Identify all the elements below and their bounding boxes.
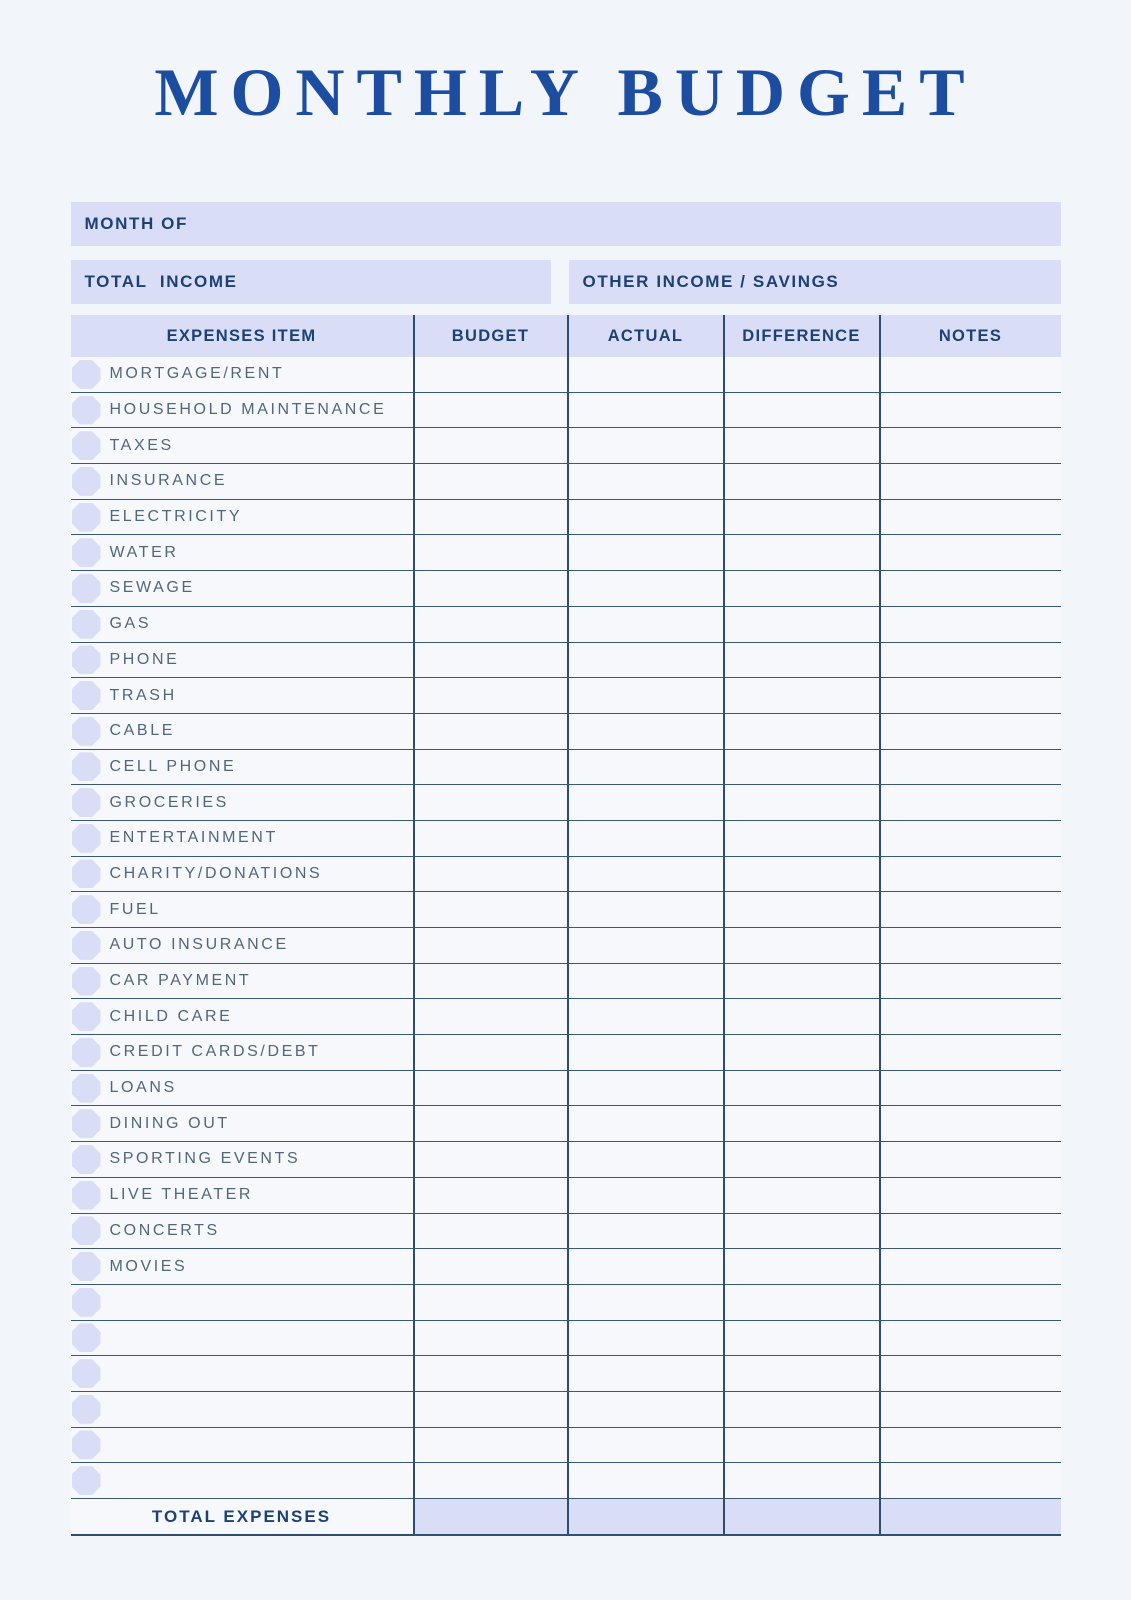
budget-cell[interactable] [413, 821, 567, 856]
expense-item-cell [71, 750, 413, 785]
other-income-value-area[interactable] [839, 260, 1060, 304]
notes-cell[interactable] [879, 571, 1061, 606]
octagon-bullet-icon [72, 1430, 101, 1459]
expense-item-cell [71, 1071, 413, 1106]
difference-cell[interactable] [723, 1249, 879, 1284]
octagon-bullet-icon [72, 931, 101, 960]
octagon-bullet-icon [72, 1002, 101, 1031]
notes-cell[interactable] [879, 1356, 1061, 1391]
difference-cell[interactable] [723, 1321, 879, 1356]
expense-row [71, 571, 1061, 607]
octagon-bullet-icon [72, 574, 101, 603]
expense-row [71, 607, 1061, 643]
actual-cell[interactable] [567, 1214, 723, 1249]
actual-cell[interactable] [567, 1142, 723, 1177]
notes-cell[interactable] [879, 464, 1061, 499]
actual-cell[interactable] [567, 928, 723, 963]
budget-cell[interactable] [413, 928, 567, 963]
expense-row [71, 464, 1061, 500]
expense-item-label: MORTGAGE/RENT [109, 365, 285, 383]
other-income-label: OTHER INCOME / SAVINGS [582, 272, 840, 291]
actual-cell[interactable] [567, 1285, 723, 1320]
budget-cell[interactable] [413, 464, 567, 499]
expense-item-label: CONCERTS [109, 1221, 220, 1239]
expense-row [71, 1392, 1061, 1428]
total-notes-cell[interactable] [879, 1499, 1061, 1534]
budget-cell[interactable] [413, 1071, 567, 1106]
notes-cell[interactable] [879, 928, 1061, 963]
budget-cell[interactable] [413, 1214, 567, 1249]
difference-cell[interactable] [723, 428, 879, 463]
expenses-table [71, 315, 1061, 1536]
expense-item-cell [71, 1178, 413, 1213]
budget-cell[interactable] [413, 1035, 567, 1070]
header-difference: DIFFERENCE [723, 315, 879, 357]
octagon-bullet-icon [72, 1252, 101, 1281]
budget-cell[interactable] [413, 785, 567, 820]
octagon-bullet-icon [72, 1359, 101, 1388]
expense-row [71, 964, 1061, 1000]
expense-row [71, 1214, 1061, 1250]
budget-cell[interactable] [413, 643, 567, 678]
expense-item-cell [71, 1106, 413, 1141]
difference-cell[interactable] [723, 1285, 879, 1320]
total-income-bar [71, 260, 551, 304]
notes-cell[interactable] [879, 1392, 1061, 1427]
expense-row [71, 1106, 1061, 1142]
actual-cell[interactable] [567, 428, 723, 463]
notes-cell[interactable] [879, 1178, 1061, 1213]
budget-cell[interactable] [413, 1321, 567, 1356]
actual-cell[interactable] [567, 678, 723, 713]
expense-item-label: LIVE THEATER [109, 1186, 254, 1204]
budget-cell[interactable] [413, 1249, 567, 1284]
actual-cell[interactable] [567, 892, 723, 927]
expense-item-cell [71, 714, 413, 749]
notes-cell[interactable] [879, 1106, 1061, 1141]
page-title: MONTHLY BUDGET [154, 54, 977, 130]
notes-cell[interactable] [879, 1214, 1061, 1249]
difference-cell[interactable] [723, 964, 879, 999]
octagon-bullet-icon [72, 752, 101, 781]
expense-item-cell [71, 1321, 413, 1356]
total-expenses-row [71, 1499, 1061, 1536]
budget-cell[interactable] [413, 1285, 567, 1320]
expense-item-cell [71, 928, 413, 963]
expense-row [71, 357, 1061, 393]
expense-row [71, 500, 1061, 536]
expense-item-cell [71, 643, 413, 678]
octagon-bullet-icon [72, 824, 101, 853]
expense-item-label: LOANS [109, 1079, 177, 1097]
actual-cell[interactable] [567, 1392, 723, 1427]
actual-cell[interactable] [567, 1356, 723, 1391]
expense-item-cell [71, 571, 413, 606]
expense-item-cell [71, 1285, 413, 1320]
expense-item-label: GAS [109, 615, 152, 633]
difference-cell[interactable] [723, 928, 879, 963]
expense-item-cell [71, 1392, 413, 1427]
notes-cell[interactable] [879, 892, 1061, 927]
octagon-bullet-icon [72, 431, 101, 460]
expense-row [71, 857, 1061, 893]
actual-cell[interactable] [567, 535, 723, 570]
octagon-bullet-icon [72, 538, 101, 567]
expense-item-label: PHONE [109, 650, 180, 668]
actual-cell[interactable] [567, 785, 723, 820]
difference-cell[interactable] [723, 821, 879, 856]
budget-cell[interactable] [413, 357, 567, 392]
difference-cell[interactable] [723, 643, 879, 678]
expense-row [71, 643, 1061, 679]
expense-item-cell [71, 1035, 413, 1070]
notes-cell[interactable] [879, 999, 1061, 1034]
actual-cell[interactable] [567, 999, 723, 1034]
budget-cell[interactable] [413, 1392, 567, 1427]
actual-cell[interactable] [567, 1463, 723, 1498]
expense-row [71, 999, 1061, 1035]
octagon-bullet-icon [72, 859, 101, 888]
header-actual: ACTUAL [567, 315, 723, 357]
budget-cell[interactable] [413, 892, 567, 927]
expense-item-label: CREDIT CARDS/DEBT [109, 1043, 321, 1061]
budget-cell[interactable] [413, 393, 567, 428]
header-expenses-item: EXPENSES ITEM [166, 326, 317, 345]
difference-cell[interactable] [723, 1071, 879, 1106]
expense-item-cell [71, 357, 413, 392]
difference-cell[interactable] [723, 1035, 879, 1070]
octagon-bullet-icon [72, 1323, 101, 1352]
notes-cell[interactable] [879, 1035, 1061, 1070]
actual-cell[interactable] [567, 1035, 723, 1070]
expense-item-cell [71, 1214, 413, 1249]
budget-cell[interactable] [413, 1106, 567, 1141]
expense-item-cell [71, 678, 413, 713]
total-budget-cell[interactable] [413, 1499, 567, 1534]
difference-cell[interactable] [723, 357, 879, 392]
difference-cell[interactable] [723, 1214, 879, 1249]
notes-cell[interactable] [879, 1463, 1061, 1498]
difference-cell[interactable] [723, 500, 879, 535]
actual-cell[interactable] [567, 1178, 723, 1213]
octagon-bullet-icon [72, 1288, 101, 1317]
other-income-bar [569, 260, 1061, 304]
month-of-value-area[interactable] [188, 202, 1061, 246]
actual-cell[interactable] [567, 1106, 723, 1141]
notes-cell[interactable] [879, 1321, 1061, 1356]
difference-cell[interactable] [723, 785, 879, 820]
expense-row [71, 1142, 1061, 1178]
expense-item-label: FUEL [109, 900, 161, 918]
expense-item-label: AUTO INSURANCE [109, 936, 289, 954]
octagon-bullet-icon [72, 717, 101, 746]
budget-cell[interactable] [413, 500, 567, 535]
difference-cell[interactable] [723, 714, 879, 749]
budget-cell[interactable] [413, 571, 567, 606]
notes-cell[interactable] [879, 607, 1061, 642]
difference-cell[interactable] [723, 999, 879, 1034]
expense-item-label: ENTERTAINMENT [109, 829, 278, 847]
notes-cell[interactable] [879, 643, 1061, 678]
difference-cell[interactable] [723, 1106, 879, 1141]
octagon-bullet-icon [72, 1395, 101, 1424]
expense-row [71, 1356, 1061, 1392]
notes-cell[interactable] [879, 535, 1061, 570]
actual-cell[interactable] [567, 857, 723, 892]
expense-item-cell [71, 1428, 413, 1463]
notes-cell[interactable] [879, 1249, 1061, 1284]
octagon-bullet-icon [72, 967, 101, 996]
actual-cell[interactable] [567, 357, 723, 392]
difference-cell[interactable] [723, 678, 879, 713]
expense-item-cell [71, 428, 413, 463]
expense-item-cell [71, 821, 413, 856]
expense-row [71, 928, 1061, 964]
total-difference-cell[interactable] [723, 1499, 879, 1534]
octagon-bullet-icon [72, 610, 101, 639]
expense-item-label: GROCERIES [109, 793, 229, 811]
difference-cell[interactable] [723, 535, 879, 570]
octagon-bullet-icon [72, 396, 101, 425]
expense-row [71, 535, 1061, 571]
actual-cell[interactable] [567, 1071, 723, 1106]
octagon-bullet-icon [72, 788, 101, 817]
actual-cell[interactable] [567, 1321, 723, 1356]
difference-cell[interactable] [723, 1142, 879, 1177]
notes-cell[interactable] [879, 785, 1061, 820]
expense-row [71, 714, 1061, 750]
expense-item-label: SPORTING EVENTS [109, 1150, 301, 1168]
octagon-bullet-icon [72, 1074, 101, 1103]
expense-item-label: ELECTRICITY [109, 508, 243, 526]
notes-cell[interactable] [879, 1428, 1061, 1463]
octagon-bullet-icon [72, 503, 101, 532]
expense-item-cell [71, 393, 413, 428]
difference-cell[interactable] [723, 571, 879, 606]
actual-cell[interactable] [567, 500, 723, 535]
actual-cell[interactable] [567, 393, 723, 428]
difference-cell[interactable] [723, 607, 879, 642]
notes-cell[interactable] [879, 1142, 1061, 1177]
expense-row [71, 1321, 1061, 1357]
notes-cell[interactable] [879, 750, 1061, 785]
header-notes: NOTES [879, 315, 1061, 357]
difference-cell[interactable] [723, 1356, 879, 1391]
expense-item-cell [71, 500, 413, 535]
budget-cell[interactable] [413, 535, 567, 570]
octagon-bullet-icon [72, 1216, 101, 1245]
notes-cell[interactable] [879, 1285, 1061, 1320]
expense-item-cell [71, 964, 413, 999]
octagon-bullet-icon [72, 360, 101, 389]
notes-cell[interactable] [879, 821, 1061, 856]
expense-row [71, 1463, 1061, 1499]
octagon-bullet-icon [72, 645, 101, 674]
expense-item-label: CELL PHONE [109, 757, 237, 775]
difference-cell[interactable] [723, 1178, 879, 1213]
octagon-bullet-icon [72, 1038, 101, 1067]
expense-item-cell [71, 999, 413, 1034]
expense-item-label: CHILD CARE [109, 1007, 233, 1025]
header-budget: BUDGET [413, 315, 567, 357]
expense-row [71, 750, 1061, 786]
difference-cell[interactable] [723, 1428, 879, 1463]
actual-cell[interactable] [567, 750, 723, 785]
expense-item-label: TAXES [109, 436, 174, 454]
expense-item-cell [71, 785, 413, 820]
budget-cell[interactable] [413, 678, 567, 713]
budget-cell[interactable] [413, 607, 567, 642]
expense-item-label: TRASH [109, 686, 177, 704]
budget-cell[interactable] [413, 1178, 567, 1213]
notes-cell[interactable] [879, 500, 1061, 535]
expense-item-label: DINING OUT [109, 1114, 230, 1132]
actual-cell[interactable] [567, 964, 723, 999]
expense-item-label: CAR PAYMENT [109, 972, 252, 990]
total-income-label: TOTAL INCOME [84, 272, 238, 291]
budget-cell[interactable] [413, 714, 567, 749]
octagon-bullet-icon [72, 467, 101, 496]
budget-cell[interactable] [413, 1356, 567, 1391]
notes-cell[interactable] [879, 428, 1061, 463]
octagon-bullet-icon [72, 1466, 101, 1495]
actual-cell[interactable] [567, 464, 723, 499]
actual-cell[interactable] [567, 571, 723, 606]
expense-item-label: HOUSEHOLD MAINTENANCE [109, 401, 387, 419]
budget-cell[interactable] [413, 999, 567, 1034]
budget-cell[interactable] [413, 1463, 567, 1498]
expense-row [71, 428, 1061, 464]
total-expenses-label: TOTAL EXPENSES [151, 1506, 332, 1526]
actual-cell[interactable] [567, 1428, 723, 1463]
income-row [71, 260, 1061, 304]
difference-cell[interactable] [723, 393, 879, 428]
octagon-bullet-icon [72, 681, 101, 710]
expense-row [71, 1035, 1061, 1071]
octagon-bullet-icon [72, 895, 101, 924]
budget-cell[interactable] [413, 1428, 567, 1463]
expense-row [71, 1285, 1061, 1321]
expense-item-cell [71, 892, 413, 927]
table-header-row [71, 315, 1061, 357]
budget-cell[interactable] [413, 1142, 567, 1177]
difference-cell[interactable] [723, 464, 879, 499]
total-actual-cell[interactable] [567, 1499, 723, 1534]
actual-cell[interactable] [567, 714, 723, 749]
actual-cell[interactable] [567, 607, 723, 642]
expense-row [71, 1071, 1061, 1107]
total-income-value-area[interactable] [238, 260, 551, 304]
month-of-bar [71, 202, 1061, 246]
notes-cell[interactable] [879, 857, 1061, 892]
expense-row [71, 1249, 1061, 1285]
expense-row [71, 393, 1061, 429]
expense-row [71, 678, 1061, 714]
budget-page [71, 0, 1061, 1536]
notes-cell[interactable] [879, 678, 1061, 713]
budget-cell[interactable] [413, 964, 567, 999]
expense-item-cell [71, 1356, 413, 1391]
notes-cell[interactable] [879, 357, 1061, 392]
expense-item-cell [71, 1463, 413, 1498]
expense-item-label: WATER [109, 543, 179, 561]
expense-item-label: CABLE [109, 722, 175, 740]
expense-item-cell [71, 1142, 413, 1177]
expense-item-cell [71, 1249, 413, 1284]
difference-cell[interactable] [723, 892, 879, 927]
actual-cell[interactable] [567, 1249, 723, 1284]
octagon-bullet-icon [72, 1181, 101, 1210]
octagon-bullet-icon [72, 1145, 101, 1174]
month-of-label: MONTH OF [84, 214, 188, 233]
expense-item-label: MOVIES [109, 1257, 188, 1275]
difference-cell[interactable] [723, 1392, 879, 1427]
difference-cell[interactable] [723, 1463, 879, 1498]
expense-row [71, 1178, 1061, 1214]
expense-row [71, 785, 1061, 821]
expense-row [71, 821, 1061, 857]
expense-row [71, 892, 1061, 928]
actual-cell[interactable] [567, 821, 723, 856]
expense-row [71, 1428, 1061, 1464]
table-body [71, 357, 1061, 1499]
expense-item-cell [71, 607, 413, 642]
notes-cell[interactable] [879, 964, 1061, 999]
expense-item-cell [71, 535, 413, 570]
budget-cell[interactable] [413, 428, 567, 463]
actual-cell[interactable] [567, 643, 723, 678]
difference-cell[interactable] [723, 750, 879, 785]
expense-item-label: INSURANCE [109, 472, 228, 490]
expense-item-label: CHARITY/DONATIONS [109, 864, 323, 882]
notes-cell[interactable] [879, 714, 1061, 749]
difference-cell[interactable] [723, 857, 879, 892]
expense-item-cell [71, 464, 413, 499]
budget-cell[interactable] [413, 750, 567, 785]
notes-cell[interactable] [879, 393, 1061, 428]
notes-cell[interactable] [879, 1071, 1061, 1106]
expense-item-cell [71, 857, 413, 892]
octagon-bullet-icon [72, 1109, 101, 1138]
budget-cell[interactable] [413, 857, 567, 892]
expense-item-label: SEWAGE [109, 579, 195, 597]
